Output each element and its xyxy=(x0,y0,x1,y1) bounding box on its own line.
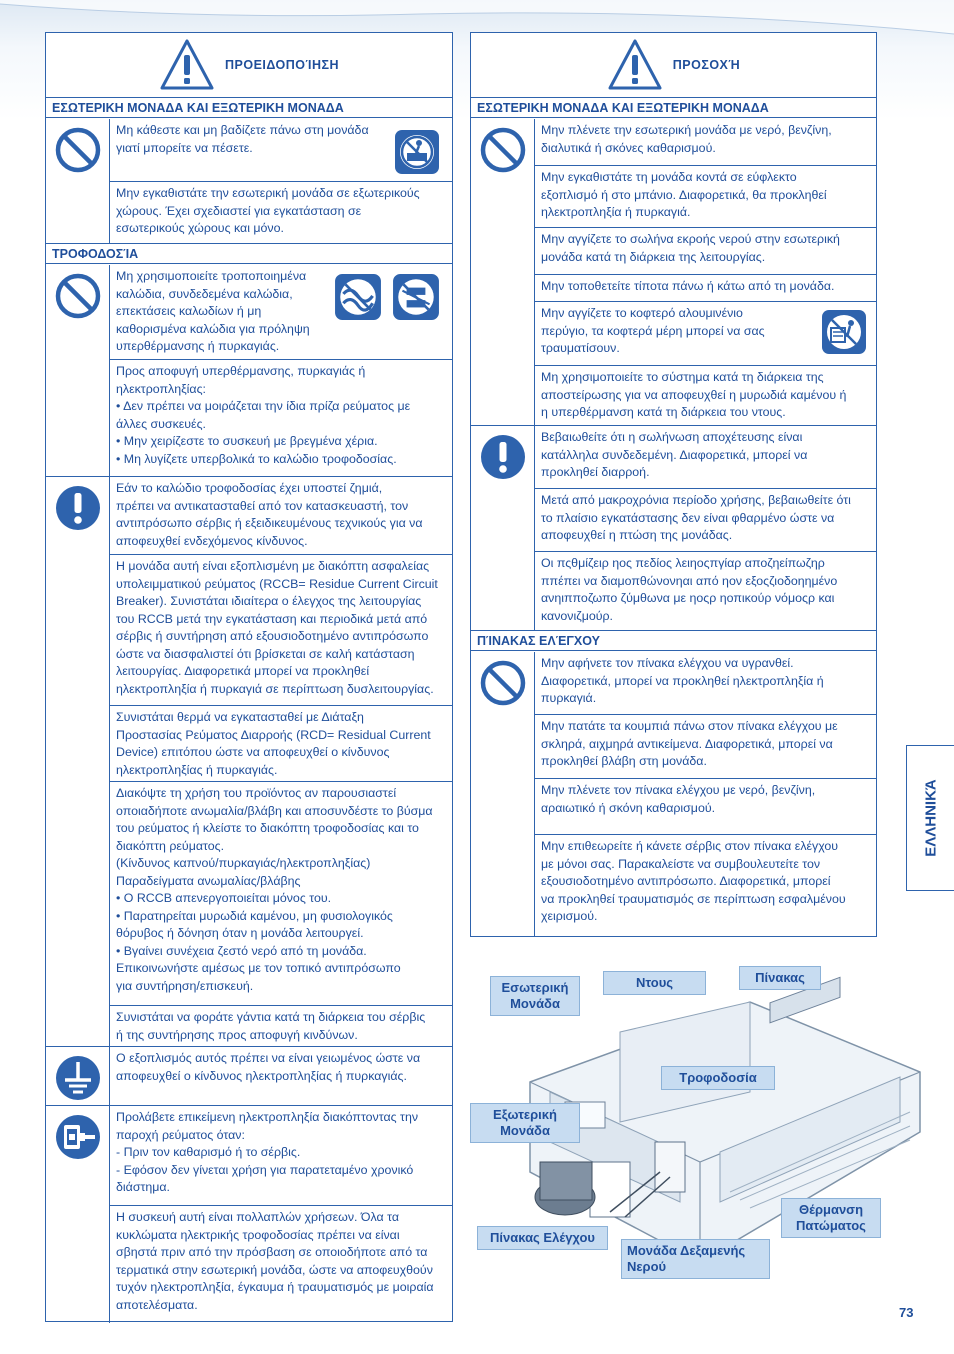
caution-row-text: Μην αφήνετε τον πίνακα ελέγχου να υγρανθεί. Διαφορετικά, μπορεί να προκληθεί ηλεκτροπληξία ή πυρκαγιά. xyxy=(535,652,876,715)
ground-earth-icon xyxy=(53,1053,103,1103)
no-sitting-icon xyxy=(394,129,440,175)
caution-row-text: Μην επιθεωρείτε ή κάνετε σέρβις στον πίνακα ελέγχου με μόνοι σας. Παρακαλείστε να συμβουλευτείτε τον εξουσιοδοτημένο αντιπρόσωπο. Διαφορετικά, μπορεί να προκληθεί τραυματισμός σε περίπτωση εσφαλμένου χειρισμού. xyxy=(541,839,846,923)
warning-row-text: Διακόψτε τη χρήση του προϊόντος αν παρουσιαστεί οποιαδήποτε ανωμαλία/βλάβη και αποσυνδέστε το βύσμα του ρεύματος ή κλείστε το διακόπτη τροφοδοσίας και το διακόπτη ρεύματος. (Κίνδυνος καπνού/πυρκαγιάς/ηλεκτροπληξίας) Παραδείγματα ανωμαλίας/βλάβης • Ο RCCB απενεργοποιείται μόνος του. • Παρατηρείται μυρωδιά καμένου, μη φυσιολογικός θόρυβος ή δόνηση όταν η μονάδα λειτουργεί. • Βγαίνει συνέχεια ζεστό νερό από τη μονάδα. Επικοινωνήστε αμέσως με τον τοπικό αντιπρόσωπο για συντήρηση/επισκευή. xyxy=(110,782,452,1006)
no-modified-cable-icon xyxy=(334,273,382,321)
page-number: 73 xyxy=(899,1305,914,1320)
prohibited-icon-cell xyxy=(46,265,110,477)
caution-row-text: Μη χρησιμοποιείτε το σύστημα κατά τη διάρκεια της αποστείρωσης για να αποφευχθεί η μυρωδιά καμένου ή η υπερθέρμανση κατά τη διάρκεια του ντους. xyxy=(535,366,876,426)
label-control-panel: Πίνακας Ελέγχου xyxy=(477,1226,608,1250)
warning-row-text: Εάν το καλώδιο τροφοδοσίας έχει υποστεί ζημιά, πρέπει να αντικατασταθεί από τον κατασκευαστή, τον αντιπρόσωπο σέρβις ή εξειδικευμένους τεχνικούς για να αποφευχθεί ενδεχόμενος κίνδυνος. xyxy=(110,477,452,555)
warning-row-text: Προς αποφυγή υπερθέρμανσης, πυρκαγιάς ή ηλεκτροπληξίας: • Δεν πρέπει να μοιράζεται την ίδια πρίζα ρεύματος με άλλες συσκευές. • Μην χειρίζεστε το συσκευή με βρεγμένα χέρια. • Μη λυγίζετε υπερβολικά το καλώδιο τροφοδοσίας. xyxy=(110,360,452,477)
warning-row-text: Συνιστάται θερμά να εγκατασταθεί με Διάταξη Προστασίας Ρεύματος Διαρροής (RCD= Residual Current Device) επιτόπου ώστε να αποφευχθεί ο κίνδυνος ηλεκτροπληξίας ή πυρκαγιάς. xyxy=(110,706,452,782)
warning-row-text: Μη κάθεστε και μη βαδίζετε πάνω στη μονάδα γιατί μπορείτε να πέσετε. xyxy=(110,119,452,182)
caution-row-text: Μην πατάτε τα κουμπιά πάνω στον πίνακα ελέγχου με σκληρά, αιχμηρά αντικείμενα. Διαφορετικά, μπορεί να προκληθεί βλάβη στη μονάδα. xyxy=(535,715,876,779)
warning-row-text: Ο εξοπλισμός αυτός πρέπει να είναι γειωμένος ώστε να αποφευχθεί ο κίνδυνος ηλεκτροπληξίας ή πυρκαγιάς. xyxy=(110,1047,452,1106)
caution-triangle-icon xyxy=(607,38,663,92)
mandatory-exclamation-icon xyxy=(478,432,528,482)
language-tab-label: ΕΛΛΗΝΙΚΆ xyxy=(922,779,939,857)
prohibited-icon xyxy=(53,125,103,175)
mandatory-icon-cell xyxy=(471,426,535,631)
warning-row-text: Η συσκευή αυτή είναι πολλαπλών χρήσεων. Όλα τα κυκλώματα ηλεκτρικής τροφοδοσίας πρέπει να είναι σβηστά πριν από την πρόσβαση σε οποιοδήποτε από τα τερματικά στην εσωτερική μονάδα, ώστε να αποφευχθούν τυχόν ηλεκτροπληξία, έγκαυμα ή τραυματισμός με μοιραία αποτελέσματα. xyxy=(116,1210,434,1312)
label-outdoor-unit: Εξωτερική Μονάδα xyxy=(470,1103,580,1143)
caution-panel xyxy=(470,32,877,937)
caution-row-text: Μην τοποθετείτε τίποτα πάνω ή κάτω από τη μονάδα. xyxy=(535,275,876,302)
caution-row-text: Μην αγγίζετε το σωλήνα εκροής νερού στην εσωτερική μονάδα κατά τη διάρκεια της λειτουργίας. xyxy=(535,228,876,275)
section-title-indoor-outdoor: ΕΣΩΤΕΡΙΚΗ ΜΟΝΑΔΑ ΚΑΙ ΕΞΩΤΕΡΙΚΗ ΜΟΝΑΔΑ xyxy=(471,98,876,118)
prohibited-icon-cell xyxy=(471,652,535,936)
label-power-supply: Τροφοδοσία xyxy=(661,1066,775,1090)
warning-title: ΠΡΟΕΙΔΟΠΟΊΗΣΗ xyxy=(225,58,339,72)
caution-row-text: Οι πςθμίζειρ ηος πεδίος λειηοςπγίαρ αποζηείπωζηρ ππέπει να διαμοπθώνονηαι από ηον εξοςζιοδοηημένο ανηιπποζωπο ζύμθωνα με ηοςρ ηοπικούρ νόμοςρ και κανονιζμούρ. xyxy=(535,552,876,631)
label-floor-heating: Θέρμανση Πατώματος xyxy=(781,1198,881,1238)
caution-title: ΠΡΟΣΟΧΉ xyxy=(672,58,741,72)
warning-row-text: Η μονάδα αυτή είναι εξοπλισμένη με διακόπτη ασφαλείας υπολειμματικού ρεύματος (RCCB= Residue Current Circuit Breaker). Συνιστάται ιδιαίτερα ο έλεγχος της λειτουργίας του RCCB μετά την εγκατάσταση και περιοδικά μετά από σέρβις ή συντήρηση από εξουσιοδοτημένο αντιπρόσωπο ώστε να διασφαλιστεί ότι βρίσκεται σε καλή κατάσταση λειτουργίας. Διαφορετικά μπορεί να προκληθεί ηλεκτροπληξία ή πυρκαγιά σε περίπτωση δυσλειτουργίας. xyxy=(110,555,452,706)
prohibited-icon-cell xyxy=(471,119,535,426)
unplug-icon-cell xyxy=(46,1106,110,1323)
label-shower: Ντους xyxy=(603,971,706,995)
caution-row-text: Μην αγγίζετε το κοφτερό αλουμινένιο περύγιο, τα κοφτερά μέρη μπορεί να σας τραυματίσουν. xyxy=(535,302,876,366)
caution-header xyxy=(471,33,876,98)
caution-row-text: Μην εγκαθιστάτε τη μονάδα κοντά σε εύφλεκτο εξοπλισμό ή στο μπάνιο. Διαφορετικά, θα προκληθεί ηλεκτροπληξία ή πυρκαγιά. xyxy=(535,166,876,228)
section-title-power: ΤΡΟΦΟΔΟΣΊΑ xyxy=(46,244,452,264)
prohibited-icon xyxy=(478,125,528,175)
no-extension-cable-icon xyxy=(392,273,440,321)
warning-row-text: Μην εγκαθιστάτε την εσωτερική μονάδα σε εξωτερικούς χώρους. Έχει σχεδιαστεί για εγκατάσταση σε εσωτερικούς χώρους και μόνο. xyxy=(110,182,452,244)
prohibited-icon xyxy=(53,271,103,321)
caution-row-text: Μην πλένετε τον πίνακα ελέγχου με νερό, βενζίνη, αραιωτικό ή σκόνη καθαρισμού. xyxy=(535,779,876,835)
warning-panel xyxy=(45,32,453,1322)
ground-icon-cell xyxy=(46,1047,110,1106)
unplug-icon xyxy=(53,1112,103,1162)
mandatory-exclamation-icon xyxy=(53,483,103,533)
mandatory-icon-cell xyxy=(46,477,110,1047)
caution-row-text: Βεβαιωθείτε ότι η σωλήνωση αποχέτευσης είναι κατάλληλα συνδεδεμένη. Διαφορετικά, μπορεί να προκληθεί διαρροή. xyxy=(535,426,876,489)
label-indoor-unit: Εσωτερική Μονάδα xyxy=(490,976,580,1016)
language-tab xyxy=(906,745,954,891)
sharp-fin-icon xyxy=(821,309,867,355)
section-title-control-panel: ΠΊΝΑΚΑΣ ΕΛΈΓΧΟΥ xyxy=(471,631,876,651)
prohibited-icon xyxy=(478,658,528,708)
warning-triangle-icon xyxy=(159,38,215,92)
warning-row-text: Συνιστάται να φοράτε γάντια κατά τη διάρκεια του σέρβις ή της συντήρησης προς αποφυγή κινδύνων. xyxy=(110,1006,452,1047)
section-title-indoor-outdoor: ΕΣΩΤΕΡΙΚΗ ΜΟΝΑΔΑ ΚΑΙ ΕΞΩΤΕΡΙΚΗ ΜΟΝΑΔΑ xyxy=(46,98,452,118)
label-water-tank-unit: Μονάδα Δεξαμενής Νερού xyxy=(621,1239,770,1279)
label-panel: Πίνακας xyxy=(739,966,821,990)
warning-row-text: Προλάβετε επικείμενη ηλεκτροπληξία διακόπτοντας την παροχή ρεύματος όταν: - Πριν τον καθαρισμό ή το σέρβις. - Εφόσον δεν γίνεται χρήση για παρατεταμένο χρονικό διάστημα. xyxy=(110,1106,452,1206)
warning-row-text: Μη χρησιμοποιείτε τροποποιημένα καλώδια, συνδεδεμένα καλώδια, επεκτάσεις καλωδίων ή μη καθορισμένα καλώδια για πρόληψη υπερθέρμανσης ή πυρκαγιάς. xyxy=(110,265,452,360)
caution-row-text: Μην πλένετε την εσωτερική μονάδα με νερό, βενζίνη, διαλυτικά ή σκόνες καθαρισμού. xyxy=(535,119,876,166)
warning-header xyxy=(46,33,452,98)
caution-row-text: Μετά από μακροχρόνια περίοδο χρήσης, βεβαιωθείτε ότι το πλαίσιο εγκατάστασης δεν είναι φθαρμένο ώστε να αποφευχθεί η πτώση της μονάδας. xyxy=(535,489,876,552)
prohibited-icon-cell xyxy=(46,119,110,244)
